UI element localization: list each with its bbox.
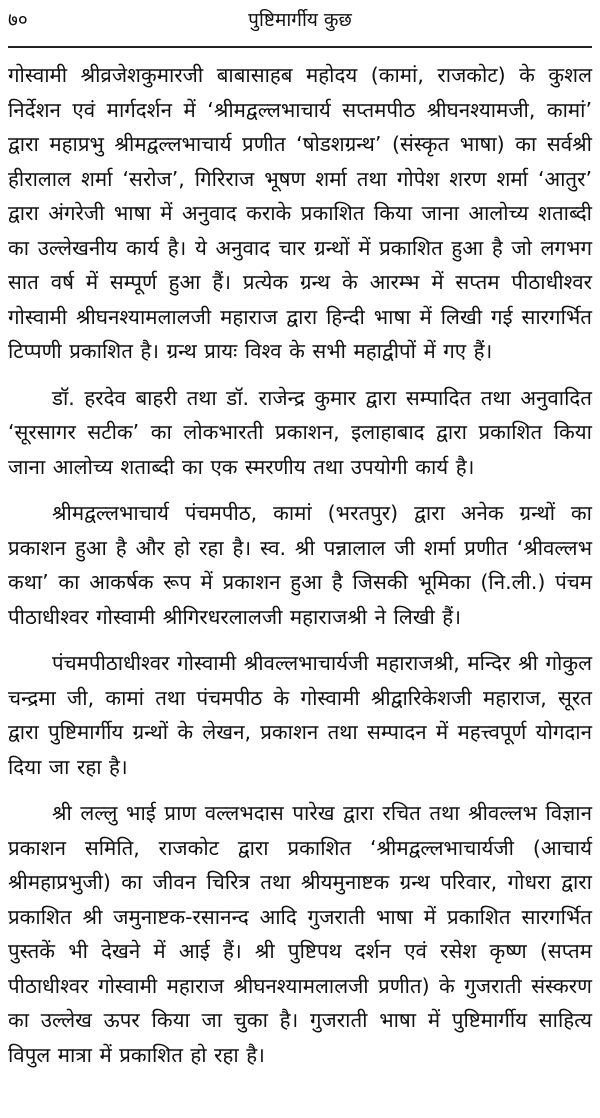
body-text bbox=[8, 58, 592, 1084]
running-title: पुष्टिमार्गीय कुछ bbox=[248, 9, 352, 31]
paragraph-1: गोस्वामी श्रीव्रजेशकुमारजी बाबासाहब महोदय (कामां, राजकोट) के कुशल निर्देशन एवं मार्गदर्शन में ‘श्रीमद्वल्लभाचार्य सप्तमपीठ श्रीघनश्यामजी, कामां’ द्वारा महाप्रभु श्रीमद्वल्लभाचार्य प्रणीत ‘षोडशग्रन्थ’ (संस्कृत भाषा) का सर्वश्री हीरालाल शर्मा ‘सरोज’, गिरिराज भूषण शर्मा तथा गोपेश शरण शर्मा ‘आतुर’ द्वारा अंगरेजी भाषा में अनुवाद कराके प्रकाशित किया जाना आलोच्य शताब्दी का उल्लेखनीय कार्य है। ये अनुवाद चार ग्रन्थों में प्रकाशित हुआ है जो लगभग सात वर्ष में सम्पूर्ण हुआ हैं। प्रत्येक ग्रन्थ के आरम्भ में सप्तम पीठाधीश्वर गोस्वामी श्रीघनश्यामलालजी महाराज द्वारा हिन्दी भाषा में लिखी गई सारगर्भित टिप्पणी प्रकाशित है। ग्रन्थ प्रायः विश्व के सभी महाद्वीपों में गए हैं। bbox=[8, 63, 592, 363]
paragraph-2: डॉ. हरदेव बाहरी तथा डॉ. राजेन्द्र कुमार द्वारा सम्पादित तथा अनुवादित ‘सूरसागर सटीक’ का लोकभारती प्रकाशन, इलाहाबाद द्वारा प्रकाशित किया जाना आलोच्य शताब्दी का एक स्मरणीय तथा उपयोगी कार्य है। bbox=[8, 385, 592, 479]
page-header bbox=[8, 4, 592, 40]
paragraph-3: श्रीमद्वल्लभाचार्य पंचमपीठ, कामां (भरतपुर) द्वारा अनेक ग्रन्थों का प्रकाशन हुआ है और हो रहा है। स्व. श्री पन्नालाल जी शर्मा प्रणीत ‘श्रीवल्लभ कथा’ का आकर्षक रूप में प्रकाशन हुआ है जिसकी भूमिका (नि.ली.) पंचम पीठाधीश्वर गोस्वामी श्रीगिरधरलालजी महाराजश्री ने लिखी हैं। bbox=[8, 501, 592, 629]
paragraph-5: श्री लल्लु भाई प्राण वल्लभदास पारेख द्वारा रचित तथा श्रीवल्लभ विज्ञान प्रकाशन समिति, राजकोट द्वारा प्रकाशित ‘श्रीमद्वल्लभाचार्यजी (आचार्य श्रीमहाप्रभुजी) का जीवन चिरित्र तथा श्रीयमुनाष्टक ग्रन्थ परिवार, गोधरा द्वारा प्रकाशित श्री जमुनाष्टक-रसानन्द आदि गुजराती भाषा में प्रकाशित सारगर्भित पुस्तकें भी देखने में आई हैं। श्री पुष्टिपथ दर्शन एवं रसेश कृष्ण (सप्तम पीठाधीश्वर गोस्वामी महाराज श्रीघनश्यामलालजी प्रणीत) के गुजराती संस्करण का उल्लेख ऊपर किया जा चुका है। गुजराती भाषा में पुष्टिमार्गीय साहित्य विपुल मात्रा में प्रकाशित हो रहा है। bbox=[8, 801, 592, 1067]
page-number: ७० bbox=[8, 9, 28, 31]
paragraph-4: पंचमपीठाधीश्वर गोस्वामी श्रीवल्लभाचार्यजी महाराजश्री, मन्दिर श्री गोकुल चन्द्रमा जी, कामां तथा पंचमपीठ के गोस्वामी श्रीद्वारिकेशजी महाराज, सूरत द्वारा पुष्टिमार्गीय ग्रन्थों के लेखन, प्रकाशन तथा सम्पादन में महत्त्वपूर्ण योगदान दिया जा रहा है। bbox=[8, 651, 592, 779]
header-rule bbox=[8, 46, 592, 48]
